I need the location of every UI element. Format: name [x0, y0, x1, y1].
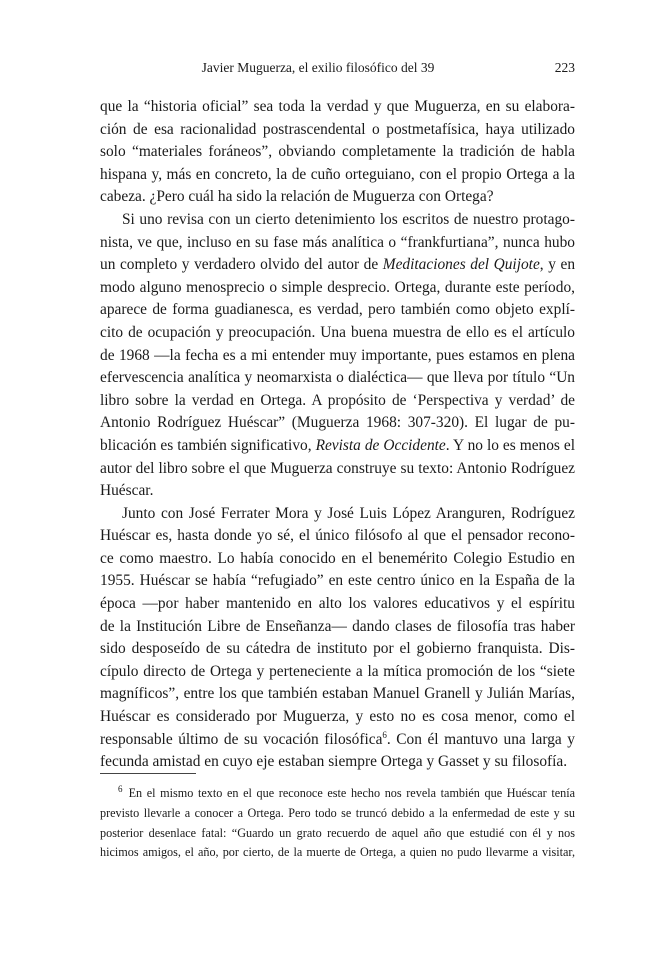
footnote-marker: 6: [382, 729, 387, 740]
text-line: [100, 593, 575, 616]
text-line: [100, 616, 575, 639]
line-text: cípulo directo de Ortega y perteneciente a la mítica promoción de los “siete: [100, 662, 575, 680]
line-text: Huéscar.: [100, 482, 154, 500]
line-text: solo “materiales foráneos”, obviando completamente la tradición de habla: [100, 143, 575, 161]
line-text-continued: . Con él mantuvo una larga y: [386, 730, 575, 748]
text-line: [100, 503, 575, 526]
text-line: [100, 412, 575, 435]
text-line: [100, 254, 575, 277]
italic-title: Revista de Occidente: [315, 436, 446, 454]
line-text: época —por haber mantenido en alto los valores educativos y el espíritu: [100, 595, 575, 613]
line-text: de la Institución Libre de Enseñanza— dando clases de filosofía tras haber: [100, 617, 575, 635]
line-text: Junto con José Ferrater Mora y José Luis López Aranguren, Rodríguez: [122, 504, 575, 522]
line-text: magníficos”, entre los que también estaban Manuel Granell y Julián Marías,: [100, 685, 575, 703]
text-line: [100, 186, 575, 209]
text-line: [100, 345, 575, 368]
text-line: [100, 683, 575, 706]
line-text: Huéscar es, hasta donde yo sé, el único filósofo al que el pensador recono-: [100, 527, 575, 545]
footnote-line: [100, 824, 575, 844]
text-line: [100, 322, 575, 345]
line-text: 1955. Huéscar se había “refugiado” en este centro único en la España de la: [100, 572, 575, 590]
text-line: [100, 390, 575, 413]
text-line: [100, 96, 575, 119]
text-line: [100, 141, 575, 164]
line-text: blicación es también significativo,: [100, 436, 316, 454]
line-text: un completo y verdadero olvido del autor de: [100, 256, 383, 274]
line-text: de 1968 —la fecha es a mi entender muy importante, pues estamos en plena: [100, 346, 575, 364]
line-text: cito de ocupación y preocupación. Una buena muestra de ello es el artículo: [100, 323, 575, 341]
text-line: [100, 119, 575, 142]
line-text: cabeza. ¿Pero cuál ha sido la relación de Muguerza con Ortega?: [100, 188, 494, 206]
footnote-line: [100, 804, 575, 824]
text-line: [100, 277, 575, 300]
line-text-continued: , y en: [539, 256, 576, 274]
text-line: [100, 570, 575, 593]
footnote-text: previsto llevarle a conocer a Ortega. Pero todo se truncó debido a la enfermedad de este y su: [100, 805, 575, 820]
line-text: aparece de forma guadianesca, es verdad, pero también como objeto explí-: [100, 301, 575, 319]
line-text: sido desposeído de su cátedra de instituto por el gobierno franquista. Dis-: [100, 640, 575, 658]
text-line: [100, 232, 575, 255]
line-text-continued: . Y no lo es menos el: [445, 436, 576, 454]
footnote-text: posterior desenlace fatal: “Guardo un grato recuerdo de aquel año que estudié con él y nos: [100, 825, 575, 840]
line-text: modo alguno menosprecio o simple desprecio. Ortega, durante este período,: [100, 278, 575, 296]
footnote-divider: [100, 773, 196, 774]
text-line: [100, 661, 575, 684]
text-line: [100, 638, 575, 661]
body-text: [100, 96, 575, 774]
footnote-text: En el mismo texto en el que reconoce este hecho nos revela también que Huéscar tenía: [128, 786, 575, 800]
line-text: que la “historia oficial” sea toda la verdad y que Muguerza, en su elabora-: [100, 98, 575, 115]
footnote-text: hicimos amigos, el año, por cierto, de la muerte de Ortega, a quien no pudo llevarme a visitar,: [100, 845, 575, 860]
line-text: fecunda amistad en cuyo eje estaban siempre Ortega y Gasset y su filosofía.: [100, 753, 568, 771]
text-line: [100, 706, 575, 729]
text-line: [100, 299, 575, 322]
line-text: hispana y, más en concreto, la de cuño orteguiano, con el propio Ortega a la: [100, 165, 575, 183]
text-line: [100, 751, 575, 774]
footnote-number: 6: [118, 783, 123, 794]
running-title: Javier Muguerza, el exilio filosófico del 39: [201, 60, 435, 75]
line-text: ce como maestro. Lo había conocido en el benemérito Colegio Estudio en: [100, 549, 575, 567]
page-number: 223: [554, 60, 575, 75]
line-text: nista, ve que, incluso en su fase más analítica o “frankfurtiana”, nunca hubo: [100, 233, 575, 251]
text-line: [100, 367, 575, 390]
line-text: autor del libro sobre el que Muguerza construye su texto: Antonio Rodríguez: [100, 459, 575, 477]
text-line: [100, 548, 575, 571]
line-text: Si uno revisa con un cierto detenimiento los escritos de nuestro protago-: [122, 210, 575, 228]
footnote-line: [100, 784, 575, 804]
text-line: [100, 729, 575, 752]
line-text: responsable último de su vocación filosófica: [100, 730, 383, 748]
footnote-line: [100, 843, 575, 863]
text-line: [100, 164, 575, 187]
text-line: [100, 458, 575, 481]
line-text: efervescencia analítica y neomarxista o dialéctica— que lleva por título “Un: [100, 369, 575, 387]
text-line: [100, 480, 575, 503]
italic-title: Meditaciones del Quijote: [382, 256, 540, 274]
line-text: ción de esa racionalidad postrascendental o postmetafísica, haya utilizado: [100, 120, 575, 138]
text-line: [100, 435, 575, 458]
line-text: Antonio Rodríguez Huéscar” (Muguerza 1968: 307-320). El lugar de pu-: [100, 414, 575, 432]
footnotes: [100, 784, 575, 863]
text-line: [100, 525, 575, 548]
text-line: [100, 209, 575, 232]
line-text: Huéscar es considerado por Muguerza, y esto no es cosa menor, como el: [100, 708, 575, 726]
line-text: libro sobre la verdad en Ortega. A propósito de ‘Perspectiva y verdad’ de: [100, 391, 575, 409]
